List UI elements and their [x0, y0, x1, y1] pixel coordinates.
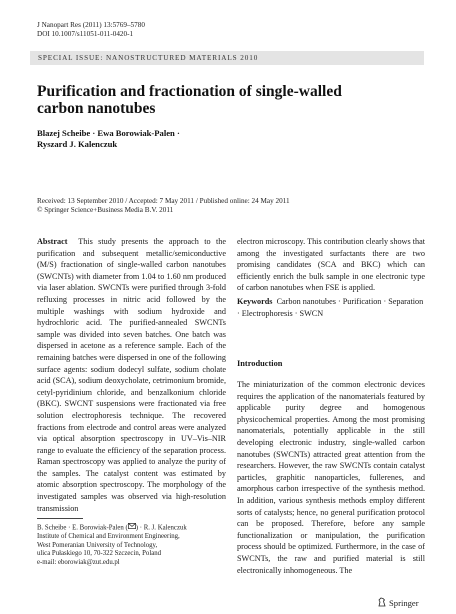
copyright-notice: © Springer Science+Business Media B.V. 2011: [37, 206, 174, 214]
authors-line: Ryszard J. Kalenczuk: [37, 139, 118, 149]
affiliation-university: West Pomeranian University of Technology,: [37, 541, 158, 549]
footnote-divider: [37, 518, 83, 519]
publisher-name: Springer: [389, 598, 419, 608]
affiliation-authors-suffix: ) · R. J. Kalenczuk: [135, 524, 187, 532]
keywords-text: Carbon nanotubes · Purification · Separation · Electrophoresis · SWCN: [237, 297, 424, 318]
affiliation-authors: [37, 523, 232, 533]
title-line: Purification and fractionation of single-walled: [37, 83, 342, 100]
abstract-text: This study presents the approach to the purification and subsequent metallic/semiconductive (M/S) fractionation of single-walled carbon nanotubes (SWCNTs) with diameter from 1.04 to 1.60 nm produced via laser ablation. SWCNTs were purified through 3-fold refluxing processes in nitric acid followed by the multiple washings with sodium hydroxide and hydrochloric acid. The purified-annealed SWCNTs sample was divided into seven batches. One batch was dispersed in acetone as a reference sample. Each of the remaining batches were dispersed in one of the following surface agents: sodium dodecyl sulfate, sodium cholate acid (SCA), sodium deoxycholate, cetrimonium bromide, cetyl-pyridinium chloride, and benzalkonium chloride (BKC). SWCNT suspensions were fractionated via free solution electrophoresis technique. The recovered fractions from electrode and control areas were analyzed via optical absorption spectroscopy in UV–Vis–NIR range to evaluate the efficiency of the separation process. Raman spectroscopy was applied to analyze the purity of the samples. The catalyst content was estimated by atomic absorption spectroscopy. The morphology of the investigated samples was observed via high-resolution transmission: [37, 237, 227, 513]
journal-meta: [37, 21, 145, 39]
keywords-label: Keywords: [237, 297, 273, 306]
author-affiliation: [37, 523, 232, 567]
journal-citation: J Nanopart Res (2011) 13:5769–5780: [37, 21, 145, 29]
affiliation-institute: Institute of Chemical and Environment Engineering,: [37, 532, 180, 540]
abstract-continuation: electron microscopy. This contribution clearly shows that among the investigated surfactants there are two promising candidates (SCA and BKC) which can efficiently enrich the bulk sample in one electronic type of carbon nanotubes when FSE is applied.: [237, 237, 425, 293]
special-issue-banner: SPECIAL ISSUE: NANOSTRUCTURED MATERIALS 2010: [30, 51, 424, 65]
corresponding-email[interactable]: e-mail: eborowiak@zut.edu.pl: [37, 558, 120, 566]
springer-horse-icon: [377, 597, 387, 609]
keywords-section: [237, 296, 425, 319]
publication-dates: [37, 197, 427, 215]
introduction-heading: Introduction: [237, 359, 283, 368]
envelope-icon: [128, 523, 136, 533]
abstract-label: Abstract: [37, 237, 68, 246]
affiliation-authors-prefix: B. Scheibe · E. Borowiak-Palen (: [37, 524, 128, 532]
affiliation-address: ulica Pułaskiego 10, 70-322 Szczecin, Poland: [37, 550, 162, 558]
authors-line: Blazej Scheibe · Ewa Borowiak-Palen ·: [37, 128, 180, 138]
author-list: [37, 128, 337, 150]
title-line: carbon nanotubes: [37, 100, 156, 117]
abstract-section: [37, 236, 226, 514]
introduction-text: The miniaturization of the common electronic devices requires the application of the nanomaterials featured by applicable purity degree and homogenous physicochemical properties. Among the most promising nanomaterials, potentially applicable in the still developing electronic industry, single-walled carbon nanotubes (SWCNTs) attracted great attention from the researchers. However, the raw SWCNTs contain catalyst particles, graphitic nanoparticles, fullerenes, and amorphous carbon irrespective of the synthesis method. In addition, various synthesis methods employ different sorts of catalysts; hence, no general purification protocol can be proposed. Therefore, before any sample functionalization or manipulation, the purification process should be optimized. Furthermore, in the case of SWCNTs, the raw and purified material is still electronically inhomogeneous. The: [237, 380, 425, 575]
journal-doi: DOI 10.1007/s11051-011-0420-1: [37, 30, 134, 38]
paper-title: [37, 83, 367, 117]
publisher-logo: [377, 597, 419, 609]
received-accepted-published: Received: 13 September 2010 / Accepted: 7 May 2011 / Published online: 24 May 2011: [37, 197, 290, 205]
